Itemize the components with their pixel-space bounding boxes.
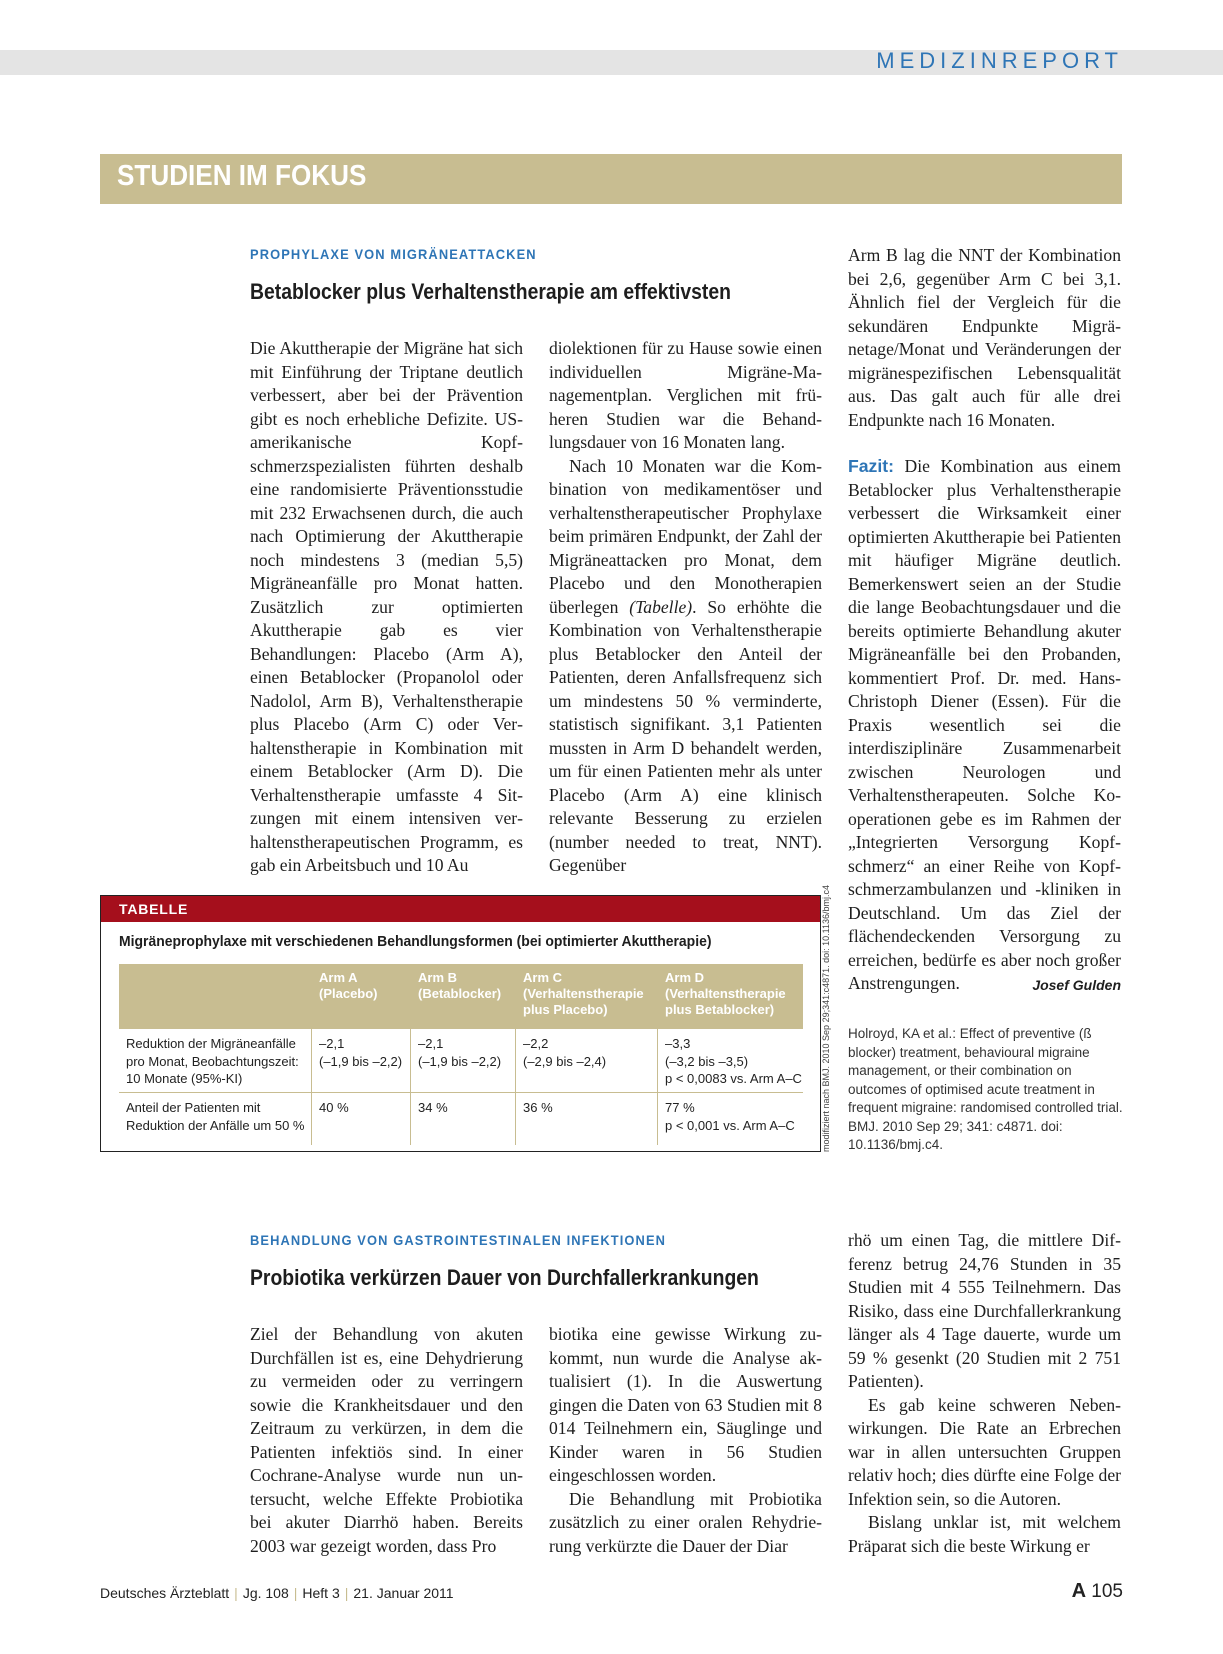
article2-col3-paragraph-1: rhö um einen Tag, die mittlere Differenz betrug 24,76 Stunden in 35 Studien mit 4 555 Teilnehmern. Das Risiko, dass eine Durchfallerkrankung länger als 4 Tage dauerte, wurde um 59 % gesenkt (20 Studien mit 2 751 Patienten). [848, 1230, 1121, 1391]
page-footer [100, 1585, 454, 1601]
table-header-empty [119, 964, 312, 1029]
article1-fazit [848, 455, 1121, 996]
article2-col3-paragraph-2: Es gab keine schweren Nebenwirkungen. Die Rate an Erbrechen war in allen untersuchten Gruppen relativ hoch; dies dürfte eine Folge der Infektion sein, so die Autoren. [848, 1394, 1121, 1509]
table-title: Migräneprophylaxe mit verschiedenen Behandlungsformen (bei optimierter Akuttherapie) [119, 933, 712, 950]
article2-column-3 [848, 1229, 1121, 1558]
fazit-text: Die Kombination aus einem Betablocker plus Verhaltenstherapie verbessert die Wirksamkeit einer optimierten Akuttherapie bei Patienten mit häufiger Migräne deutlich. Bemerkenswert seien an der Studie die lange Beobachtungsdauer und die bereits optimierte Behandlung akuter Migräneanfälle bei den Probanden, kommentiert Prof. Dr. med. Hans-Christoph Diener (Essen). Für die Praxis wesentlich sei die interdisziplinäre Zusammenarbeit zwischen Neurologen und Verhaltenstherapeuten. Solche Kooperationen gebe es im Rahmen der „Integrierten Versorgung Kopfschmerz“ an einer Reihe von Kopfschmerzambulanzen und -kliniken in Deutschland. Um das Ziel der flächendeckenden Versorgung zu erreichen, bedürfe es aber noch großer Anstrengungen. [848, 456, 1121, 993]
cell-line: pro Monat, Beobachtungszeit: [126, 1053, 299, 1069]
article1-col2-text-a: Nach 10 Monaten war die Kombination von medikamentöser und verhaltenstherapeutischer Prophylaxe beim primären Endpunkt, der Zahl der Migräneattacken pro Monat, dem Placebo und den Monotherapien überlegen [549, 455, 822, 617]
table-credit-text: modifiziert nach BMJ. 2010 Sep 29;341:c4871. doi: 10.1136/bmj.c4 [821, 885, 831, 1152]
page-prefix: A [1071, 1580, 1087, 1602]
header-line: Arm C [523, 970, 563, 985]
cell-line: (–1,9 bis –2,2) [418, 1053, 502, 1069]
cell-line: Reduktion der Anfälle um 50 % [126, 1117, 305, 1133]
header-line: (Placebo) [319, 986, 378, 1001]
article1-col2-paragraph-1: diolektionen für zu Hause sowie einen individuellen Migräne-Managementplan. Verglichen mit früheren Studien war die Behandlungsdauer von 16 Monaten lang. [549, 338, 822, 452]
table-row-label [119, 1093, 312, 1134]
cell-line: (–2,9 bis –2,4) [523, 1053, 607, 1069]
cell-line: p < 0,001 vs. Arm A–C [665, 1117, 795, 1133]
cell-line: 34 % [418, 1100, 448, 1115]
article1-headline: Betablocker plus Verhaltenstherapie am effektivsten [250, 279, 731, 304]
cell-line: 36 % [523, 1100, 553, 1115]
cell-line: p < 0,0083 vs. Arm A–C [665, 1071, 802, 1086]
table-label: TABELLE [101, 896, 820, 922]
article1-col2-text-b: . So erhöhte die Kombination von Verhaltenstherapie plus Betablocker den Anteil der Patienten, deren Anfallsfrequenz sich um mindestens 50 % verminderte, statistisch signifikant. 3,1 Patienten mussten in Arm D behandelt werden, um für einen Patienten mehr als unter Placebo (Arm A) eine klinisch relevante Besserung zu erzielen (number needed to treat, NNT). Gegenüber [549, 596, 822, 875]
header-line: Arm D [665, 970, 705, 985]
article2-col2-paragraph-2: Die Behandlung mit Probiotika zusätzlich zu einer oralen Rehydrierung verkürzte die Dauer der Diar [549, 1488, 822, 1556]
table-row-label [119, 1029, 312, 1088]
cell-line: 40 % [319, 1100, 349, 1115]
article1-column-2 [549, 337, 822, 878]
reference-citation: Holroyd, KA et al.: Effect of preventive (ß blocker) treatment, behavioural migraine management, or their combination on outcomes of optimised acute treatment in frequent migraine: randomised controlled trial. BMJ. 2010 Sep 29; 341: c4871. doi: 10.1136/bmj.c4. [848, 1026, 1123, 1152]
article1-column-3 [848, 244, 1121, 998]
table-header-arm-d [658, 964, 803, 1029]
article2-column-1 [250, 1323, 523, 1558]
article1-col1-text: Die Akuttherapie der Migräne hat sich mit Einführung der Triptane deutlich verbessert, aber bei der Prävention gibt es noch erhebliche Defizite. US-amerikanische Kopfschmerzspezialisten führten deshalb eine randomisierte Präventionsstudie mit 232 Erwachsenen durch, die auch nach Optimierung der Akuttherapie noch mindestens 3 (median 5,5) Migräneanfälle pro Monat hatten. Zusätzlich zur optimierten Akuttherapie gab es vier Behandlungen: Placebo (Arm A), einen Betablocker (Propanolol oder Nadolol, Arm B), Verhaltenstherapie plus Placebo (Arm C) oder Verhaltenstherapie in Kombination mit einem Betablocker (Arm D). Die Verhaltenstherapie umfasste 4 Sitzungen mit einem intensiven verhaltenstherapeutischen Programm, es gab ein Arbeitsbuch und 10 Au [250, 338, 523, 875]
cell-line: –3,3 [665, 1036, 691, 1051]
table-header-arm-b [411, 964, 516, 1029]
article1-col3-paragraph-1: Arm B lag die NNT der Kombination bei 2,6, gegenüber Arm C bei 3,1. Ähnlich fiel der Vergleich für die sekundären Endpunkte Migränetage/Monat und Veränderungen der migränespezifischen Lebensqualität aus. Das galt auch für alle drei Endpunkte nach 16 Monaten. [848, 245, 1121, 430]
table-cell [312, 1093, 349, 1117]
section-label: MEDIZINREPORT [876, 48, 1123, 73]
cell-line: (–3,2 bis –3,5) [665, 1053, 749, 1069]
cell-line: Reduktion der Migräneanfälle [126, 1036, 296, 1051]
journal-issue: Heft 3 [302, 1585, 340, 1601]
header-line: (Verhaltenstherapie [665, 986, 786, 1001]
cell-line: 77 % [665, 1100, 695, 1115]
cell-line: Anteil der Patienten mit [126, 1100, 261, 1115]
header-line: Arm A [319, 970, 358, 985]
table-cell [658, 1029, 802, 1088]
journal-name: Deutsches Ärzteblatt [100, 1585, 230, 1601]
table-cell [516, 1093, 553, 1117]
article2-kicker: BEHANDLUNG VON GASTROINTESTINALEN INFEKTIONEN [250, 1232, 667, 1248]
author-name: Josef Gulden [1032, 977, 1121, 993]
table-reference[interactable]: (Tabelle) [629, 596, 693, 617]
header-line: Arm B [418, 970, 458, 985]
header-line: (Betablocker) [418, 986, 502, 1001]
article2-column-2 [549, 1323, 822, 1558]
banner-title: STUDIEN IM FOKUS [117, 160, 367, 192]
footer-separator: | [234, 1585, 238, 1601]
article2-col3-paragraph-3: Bislang unklar ist, mit welchem Präparat sich die beste Wirkung er [848, 1512, 1121, 1556]
footer-separator: | [293, 1585, 298, 1601]
article1-col2-paragraph-2 [549, 455, 822, 878]
article2-col2-paragraph-1: biotika eine gewisse Wirkung zukommt, nun wurde die Analyse aktualisiert (1). In die Auswertung gingen die Daten von 63 Studien mit 8 014 Teilnehmern ein, Säuglinge und Kinder waren in 56 Studien eingeschlossen worden. [549, 1324, 822, 1485]
journal-date: 21. Januar 2011 [353, 1585, 454, 1601]
cell-line: 10 Monate (95%-KI) [126, 1071, 243, 1086]
article2-headline: Probiotika verkürzen Dauer von Durchfallerkrankungen [250, 1265, 759, 1290]
cell-line: (–1,9 bis –2,2) [319, 1053, 403, 1069]
page-number [1072, 1580, 1123, 1603]
table-cell [411, 1029, 501, 1070]
table-cell [312, 1029, 402, 1070]
cell-line: –2,1 [319, 1036, 345, 1051]
article2-col1-text: Ziel der Behandlung von akuten Durchfällen ist es, eine Dehydrierung zu vermeiden oder zu verringern sowie die Krankheitsdauer und den Zeitraum zu verkürzen, in dem die Patienten infektiös sind. In einer Cochrane-Analyse wurde nun untersucht, welche Effekte Probiotika bei akuter Diarrhö haben. Bereits 2003 war gezeigt worden, dass Pro [250, 1324, 523, 1556]
table-cell [516, 1029, 606, 1070]
table-cell [658, 1093, 795, 1134]
article1-kicker: PROPHYLAXE VON MIGRÄNEATTACKEN [250, 246, 537, 262]
fazit-label: Fazit: [848, 456, 894, 476]
cell-line: –2,1 [418, 1036, 444, 1051]
table-box [100, 895, 821, 1152]
page-number-value: 105 [1091, 1581, 1123, 1602]
header-line: (Verhaltenstherapie [523, 986, 644, 1001]
table-header-arm-a [312, 964, 411, 1029]
header-line: plus Placebo) [523, 1002, 608, 1017]
footer-separator: | [344, 1585, 349, 1601]
article1-column-1 [250, 337, 523, 878]
header-line: plus Betablocker) [665, 1002, 775, 1017]
journal-volume: Jg. 108 [242, 1585, 289, 1601]
table-cell [411, 1093, 448, 1117]
cell-line: –2,2 [523, 1036, 549, 1051]
table-header-arm-c [516, 964, 658, 1029]
